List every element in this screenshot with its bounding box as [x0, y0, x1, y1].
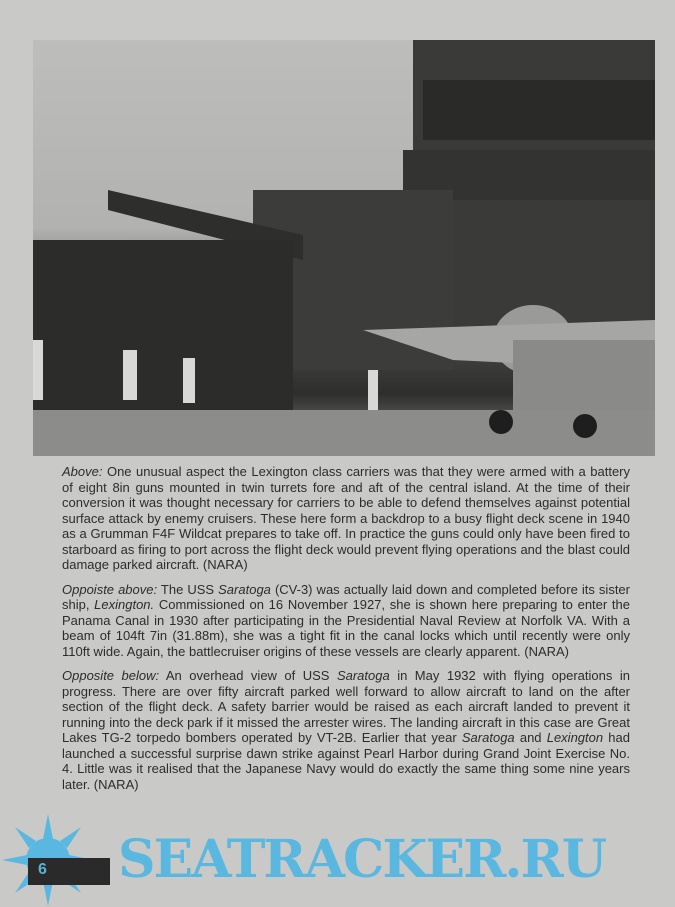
- caption-opposite-below: [62, 668, 630, 792]
- watermark: SEATRACKER.RU: [118, 829, 606, 890]
- caption-lead: Opposite below:: [62, 668, 160, 683]
- ship-name: Saratoga: [336, 668, 390, 683]
- caption-body: Commissioned on 16 November 1927, she is shown here preparing to enter the Panama Canal in 1930 after participating in the Presidential Naval Review at Norfolk VA. With a beam of 104ft 7in (31.88m), she was a tight fit in the canal locks which until recently were only 110ft wide. Again, the battlecruiser origins of these vessels are clearly apparent. (NARA): [62, 597, 630, 659]
- photo-illustration: [33, 40, 655, 456]
- caption-body: The USS: [157, 581, 219, 597]
- flight-deck-photo: [33, 40, 655, 456]
- caption-above: [62, 464, 630, 573]
- caption-lead: Oppoiste above:: [62, 581, 158, 597]
- caption-body: (CV-3) was actually laid down and completed before its sister ship,: [62, 581, 630, 612]
- page-number: 6: [38, 861, 47, 878]
- ship-name: Saratoga: [218, 581, 271, 597]
- caption-body: An overhead view of USS: [159, 668, 337, 683]
- caption-body: in May 1932 with flying operations in progress. There are over fifty aircraft parked well forward to allow aircraft to land on the after section of the flight deck. A safety barrier would be raised as each aircraft landed to prevent it running into the deck park if it missed the arrester wires. The landing aircraft in this case are Great Lakes TG-2 torpedo bombers operated by VT-2B. Earlier that year: [62, 668, 630, 745]
- caption-opposite-above: [62, 582, 630, 660]
- caption-lead: Above:: [62, 464, 103, 479]
- ship-name: Lexington: [546, 730, 604, 745]
- captions: [62, 464, 630, 801]
- ship-name: Lexington.: [94, 597, 155, 612]
- caption-body: had launched a successful surprise dawn strike against Pearl Harbor during Grand Joint Exercise No. 4. Little was it realised that the Japanese Navy would do exactly the same thing some nine years later. (NARA): [62, 730, 630, 792]
- caption-body: One unusual aspect the Lexington class carriers was that they were armed with a battery of eight 8in guns mounted in twin turrets fore and aft of the central island. At the time of their conversion it was thought necessary for carriers to be able to defend themselves against potential surface attack by enemy cruisers. These here form a backdrop to a busy flight deck scene in 1940 as a Grumman F4F Wildcat prepares to take off. In practice the guns could only have been fired to starboard as firing to port across the flight deck would prevent flying operations and the blast could damage parked aircraft. (NARA): [62, 464, 630, 572]
- caption-body: and: [514, 730, 547, 745]
- ship-name: Saratoga: [461, 730, 515, 745]
